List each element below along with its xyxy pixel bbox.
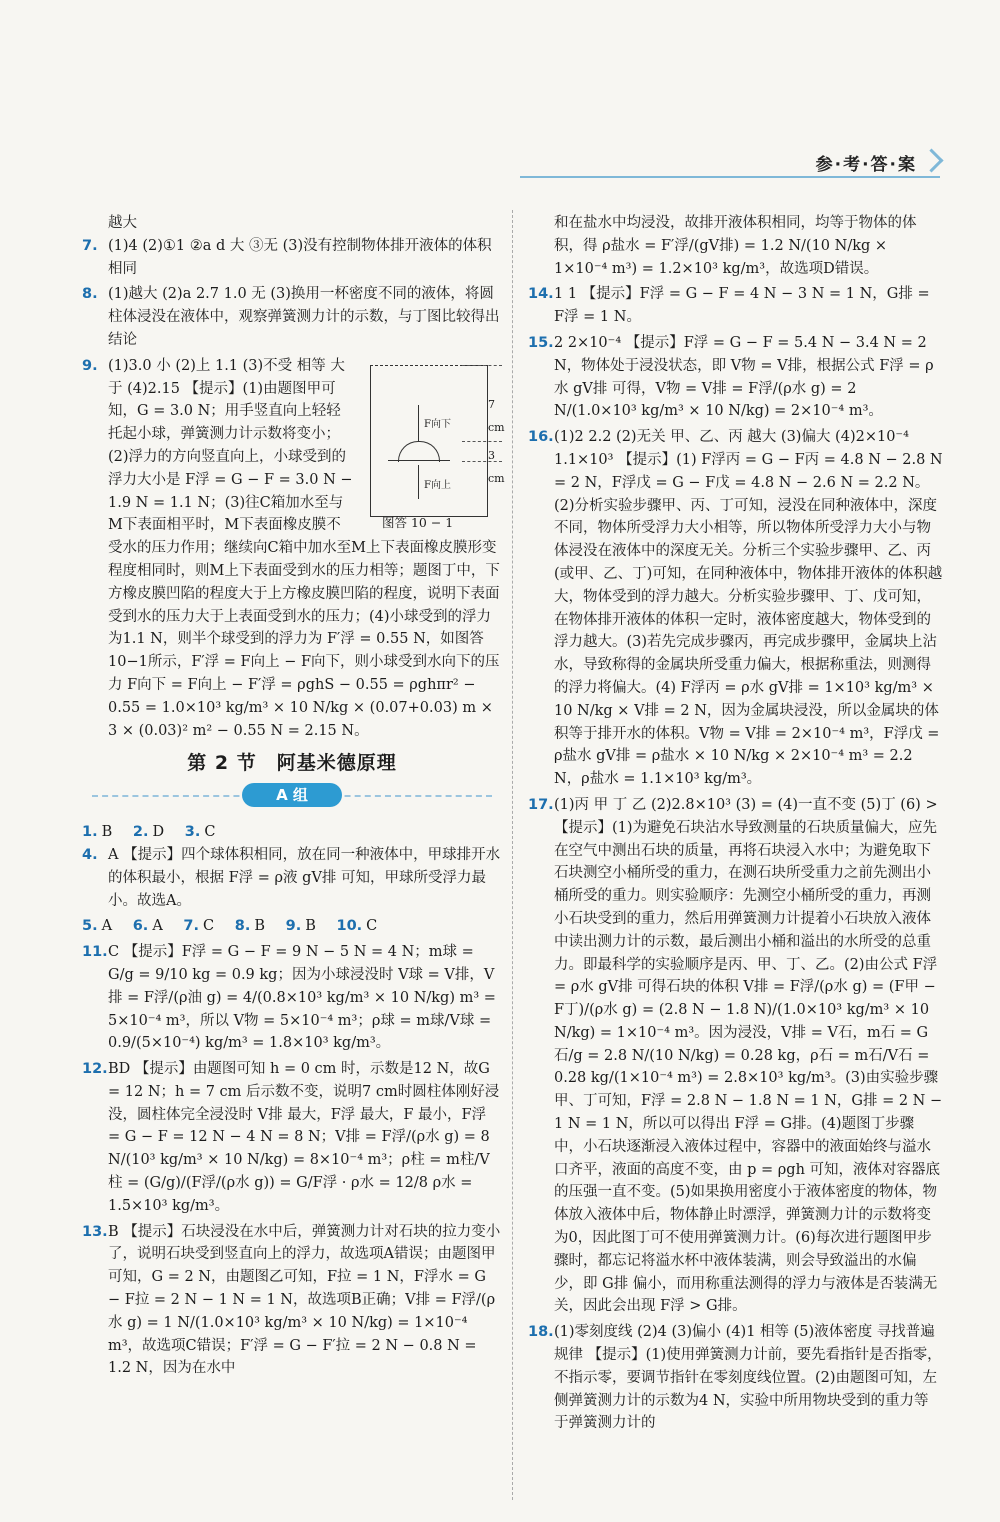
answer-item-15: 15. 2 2×10⁻⁴ 【提示】F浮 = G − F = 5.4 N − 3.4 N = 2 N，物体处于浸没状态，即 V物 = V排，根据公式 F浮 = ρ水 gV排 可得，V物 = V排 = F浮/(ρ水 g) = 2 N/(1.0×10³ kg/m³ × 10 N/kg) = 2×10⁻⁴ m³。 <box>528 334 934 420</box>
page-header <box>816 150 940 175</box>
answer-item-9: 9. F向下 F向上 7 cm 3 cm 图答 10 − 1 (1)3.0 小 (2)上 1.1 (3)不受 相等 大于 (4)2.15 【提示】(1)由题图甲可知，G = 3.0 N；用手竖直向上轻轻托起小球，弹簧测力计示数将变小；(2)浮力的方向竖直向上，小球受到的浮力大小是 F浮 = G − F = 3.0 N − 1.9 N = 1.1 N；(3)往C箱加水至与M下表面相平时，M下表面橡皮膜不受水的压力作用；继续向C箱中加水至M上下表面橡皮膜形变程度相同时，则M上下表面受到水的压力相等；题图丁中，下方橡皮膜凹陷的程度大于上方橡皮膜凹陷的程度，说明下表面受到水的压力大于上表面受到水的压力；(4)小球受到的浮力为1.1 N，则半个球受到的浮力为 F′浮 = 0.55 N，如图答10−1所示，F′浮 = F向上 − F向下，则小球受到水向下的压力 F向下 = F向上 − F′浮 = ρghS − 0.55 = ρghπr² − 0.55 = 1.0×10³ kg/m³ × 10 N/kg × (0.07+0.03) m × 3 × (0.03)² m² − 0.55 N = 2.15 N。 <box>82 357 505 739</box>
answer-item-18: 18. (1)零刻度线 (2)4 (3)偏小 (4)1 相等 (5)液体密度 寻找普遍规律 【提示】(1)使用弹簧测力计前，要先看指针是否指零，不指示零，要调节指针在零刻度线位置。(2)由题图可知，左侧弹簧测力计的示数为4 N，实验中所用物块受到的重力等于弹簧测力计的 <box>528 1324 942 1432</box>
dimension-7cm: 7 cm <box>488 397 505 434</box>
chevron-right-icon <box>919 148 943 172</box>
answer-item-14: 14. 1 1 【提示】F浮 = G − F = 4 N − 3 N = 1 N，G排 = F浮 = 1 N。 <box>528 286 930 326</box>
quick-answers-1-3: 1. B 2. D 3. C <box>82 824 216 841</box>
group-badge: A 组 <box>242 783 342 807</box>
label-force-down: F向下 <box>424 418 451 430</box>
label-force-up: F向上 <box>424 479 451 491</box>
continued-text: 越大 <box>108 215 137 231</box>
answer-item-11: 11. C 【提示】F浮 = G − F = 9 N − 5 N = 4 N；m球 = G/g = 9/10 kg = 0.9 kg；因为小球浸没时 V球 = V排，V排 = F浮/(ρ油 g) = 4/(0.8×10³ kg/m³ × 10 N/kg) m³ = 5×10⁻⁴ m³，所以 V物 = 5×10⁻⁴ m³；ρ球 = m球/V球 = 0.9/(5×10⁻⁴) kg/m³ = 1.8×10³ kg/m³。 <box>82 944 496 1052</box>
column-divider <box>512 210 513 1500</box>
header-title: 参·考·答·案 <box>815 155 917 175</box>
section-title: 第 2 节 阿基米德原理 <box>187 752 397 775</box>
answer-item-16: 16. (1)2 2.2 (2)无关 甲、乙、丙 越大 (3)偏大 (4)2×10⁻⁴ 1.1×10³ 【提示】(1) F浮丙 = G − F丙 = 4.8 N − 2.8 N = 2 N，F浮戊 = G − F戊 = 4.8 N − 2.6 N = 2.2 N。(2)分析实验步骤甲、丙、丁可知，浸没在同种液体中，深度不同，物体所受浮力大小相等，所以物体所受浮力大小与物体浸没在液体中的深度无关。分析三个实验步骤甲、乙、丙(或甲、乙、丁)可知，在同种液体中，物体排开液体的体积越大，物体受到的浮力越大。分析实验步骤甲、丁、戊可知，在物体排开液体的体积一定时，液体密度越大，物体受到的浮力越大。(3)若先完成步骤丙，再完成步骤甲，金属块上沾水，导致称得的金属块所受重力偏大，根据称重法，则测得的浮力将偏大。(4) F浮丙 = ρ水 gV排 = 1×10³ kg/m³ × 10 N/kg × V排 = 2 N，因为金属块浸没，所以金属块的体积等于排开水的体积。V物 = V排 = 2×10⁻⁴ m³，F浮戊 = ρ盐水 gV排 = ρ盐水 × 10 N/kg × 2×10⁻⁴ m³ = 2.2 N，ρ盐水 = 1.1×10³ kg/m³。 <box>528 429 943 788</box>
answer-item-12: 12. BD 【提示】由题图可知 h = 0 cm 时，示数是12 N，故G = 12 N；h = 7 cm 后示数不变，说明7 cm时圆柱体刚好浸没，圆柱体完全浸没时 V排 最大，F浮 最大，F 最小，F浮 = G − F = 12 N − 4 N = 8 N；V排 = F浮/(ρ水 g) = 8 N/(10³ kg/m³ × 10 N/kg) = 8×10⁻⁴ m³；ρ柱 = m柱/V柱 = (G/g)/(F浮/(ρ水 g)) = G/F浮 · ρ水 = 12/8 ρ水 = 1.5×10³ kg/m³。 <box>82 1061 500 1214</box>
right-column <box>528 212 943 1438</box>
figure-10-1 <box>362 359 505 530</box>
arrow-up-icon <box>418 465 419 499</box>
answer-item-13: 13. B 【提示】石块浸没在水中后，弹簧测力计对石块的拉力变小了，说明石块受到竖直向上的浮力，故选项A错误；由题图甲可知，G = 2 N，由题图乙可知，F拉 = 1 N，F浮水 = G − F拉 = 2 N − 1 N = 1 N，故选项B正确；V排 = F浮/(ρ水 g) = 1 N/(1.0×10³ kg/m³ × 10 N/kg) = 1×10⁻⁴ m³，故选项C错误；F′浮 = G − F′拉 = 2 N − 0.8 N = 1.2 N，因为在水中 <box>82 1223 501 1377</box>
group-bar <box>82 781 502 811</box>
quick-answers-5-10: 5. A 6. A 7. C 8. B 9. B 10. C <box>82 918 378 935</box>
left-column <box>82 212 505 1383</box>
answer-item-7: 7. (1)4 (2)①1 ②a d 大 ③无 (3)没有控制物体排开液体的体积相同 <box>82 237 492 277</box>
answer-item-8: 8. (1)越大 (2)a 2.7 1.0 无 (3)换用一杯密度不同的液体，将圆柱体浸没在液体中，观察弹簧测力计的示数，与丁图比较得出结论 <box>82 286 500 348</box>
arrow-down-icon <box>418 405 419 441</box>
figure-caption: 图答 10 − 1 <box>382 514 454 530</box>
answer-item-4: 4. A 【提示】四个球体积相同，放在同一种液体中，甲球排开水的体积最小，根据 F浮 = ρ液 gV排 可知，甲球所受浮力最小。故选A。 <box>82 846 501 909</box>
answer-item-17: 17. (1)丙 甲 丁 乙 (2)2.8×10³ (3) = (4)一直不变 (5)丁 (6) > 【提示】(1)为避免石块沾水导致测量的石块质量偏大，应先在空气中测出石块的质量，再将石块浸入水中；为避免取下石块测空小桶所受的重力，在测石块所受重力之前先测出小桶所受的重力。则实验顺序：先测空小桶所受的重力，再测小石块受到的重力，然后用弹簧测力计提着小石块放入液体中读出测力计的示数，最后测出小桶和溢出的水所受的总重力。即最科学的实验顺序是丙、甲、丁、乙。(2)由公式 F浮 = ρ水 gV排 可得石块的体积 V排 = F浮/(ρ水 g) = (F甲 − F丁)/(ρ水 g) = (2.8 N − 1.8 N)/(1.0×10³ kg/m³ × 10 N/kg) = 1×10⁻⁴ m³。因为浸没，V排 = V石，m石 = G石/g = 2.8 N/(10 N/kg) = 0.28 kg，ρ石 = m石/V石 = 0.28 kg/(1×10⁻⁴ m³) = 2.8×10³ kg/m³。(3)由实验步骤甲、丁可知，F浮 = 2.8 N − 1.8 N = 1 N，G排 = 2 N − 1 N = 1 N，所以可以得出 F浮 = G排。(4)题图丁步骤中，小石块逐渐浸入液体过程中，容器中的液面始终与溢水口齐平，液面的高度不变，由 p = ρgh 可知，液体对容器底的压强一直不变。(5)如果换用密度小于液体密度的物体，物体放入液体中后，物体静止时漂浮，弹簧测力计的示数将变为0，因此图丁可不使用弹簧测力计。(6)每次进行题图甲步骤时，都忘记将溢水杯中液体装满，则会导致溢出的水偏少，即 G排 偏小，而用称重法测得的浮力与液体是否装满无关，因此会出现 F浮 > G排。 <box>528 796 943 1315</box>
header-rule <box>520 176 940 178</box>
dimension-3cm: 3 cm <box>488 448 505 485</box>
continued-text: 和在盐水中均浸没，故排开液体积相同，均等于物体的体积，得 ρ盐水 = F′浮/(gV排) = 1.2 N/(10 N/kg × 1×10⁻⁴ m³) = 1.2×10³ kg/m³，故选项D错误。 <box>554 215 917 277</box>
